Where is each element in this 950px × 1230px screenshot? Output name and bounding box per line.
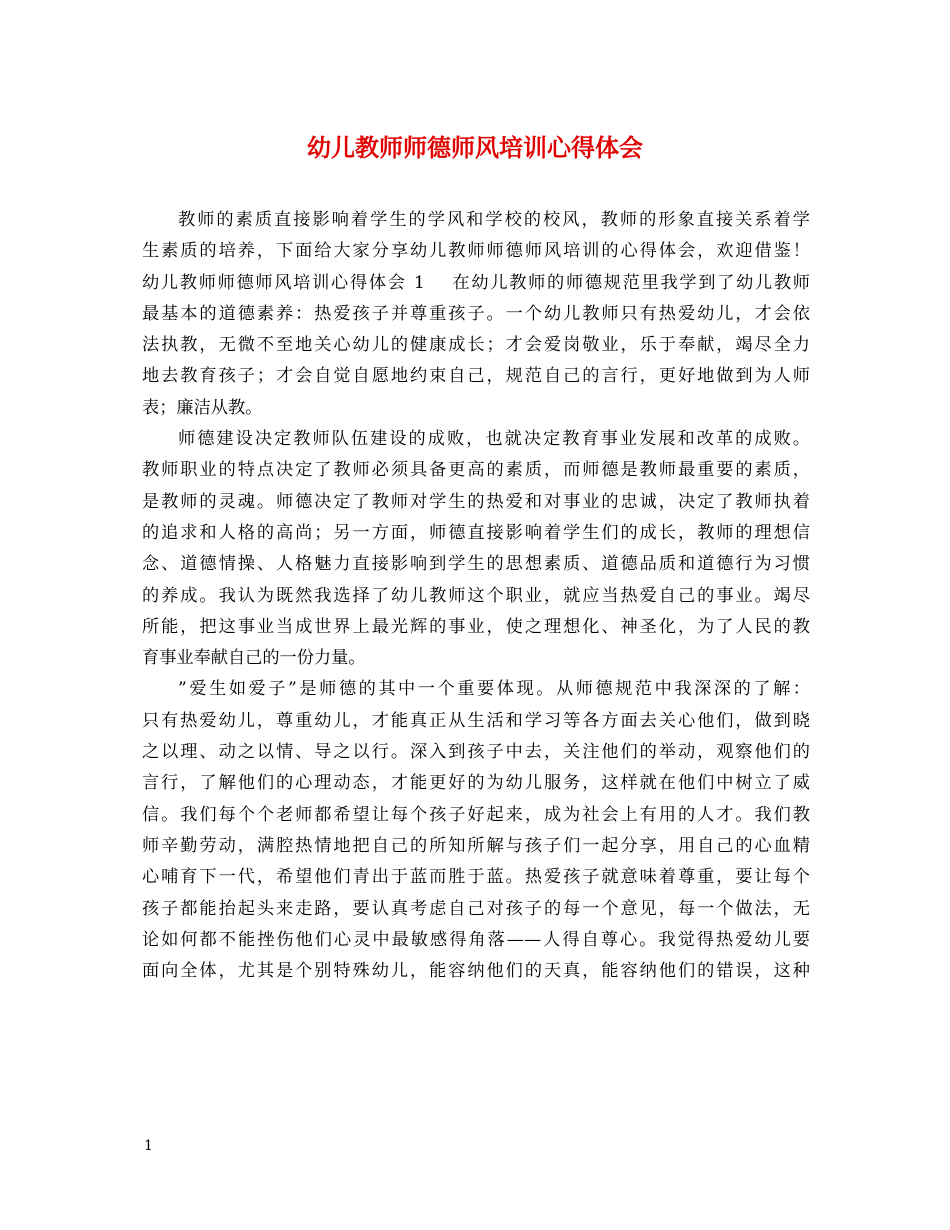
text-line: 生素质的培养，下面给大家分享幼儿教师师德师风培训的心得体会，欢迎借鉴！	[142, 241, 810, 262]
text-line: 论如何都不能挫伤他们心灵中最敏感得角落——人得自尊心。我觉得热爱幼儿要	[142, 929, 810, 950]
text-line: 教师的素质直接影响着学生的学风和学校的校风，教师的形象直接关系着学	[178, 210, 810, 230]
section-heading: 幼儿教师师德师风培训心得体会 1	[142, 272, 425, 293]
text-line	[142, 268, 810, 299]
page-number: 1	[144, 1138, 153, 1154]
text-line: 表；廉洁从教。	[142, 397, 263, 418]
text-line: 育事业奉献自己的一份力量。	[142, 648, 366, 669]
text-line: 是教师的灵魂。师德决定了教师对学生的热爱和对事业的忠诚，决定了教师执着	[142, 491, 810, 512]
text-line: 孩子都能抬起头来走路，要认真考虑自己对孩子的每一个意见，每一个做法，无	[142, 898, 810, 919]
text-line: 地去教育孩子；才会自觉自愿地约束自己，规范自己的言行，更好地做到为人师	[142, 366, 810, 387]
text-line-continuation: 在幼儿教师的师德规范里我学到了幼儿教师	[450, 272, 810, 293]
text-line: 念、道德情操、人格魅力直接影响到学生的思想素质、道德品质和道德行为习惯	[142, 554, 810, 575]
text-line: 教师职业的特点决定了教师必须具备更高的素质，而师德是教师最重要的素质，	[142, 460, 810, 481]
text-line: 信。我们每个个老师都希望让每个孩子好起来，成为社会上有用的人才。我们教	[142, 804, 810, 825]
text-line: 只有热爱幼儿，尊重幼儿，才能真正从生活和学习等各方面去关心他们，做到晓	[142, 710, 810, 731]
text-line: 之以理、动之以情、导之以行。深入到孩子中去，关注他们的举动，观察他们的	[142, 742, 810, 763]
text-line: ”爱生如爱子”是师德的其中一个重要体现。从师德规范中我深深的了解：	[178, 679, 810, 700]
text-line: 师辛勤劳动，满腔热情地把自己的所知所解与孩子们一起分享，用自己的心血精	[142, 835, 810, 856]
text-line: 面向全体，尤其是个别特殊幼儿，能容纳他们的天真，能容纳他们的错误，这种	[142, 961, 810, 982]
text-line: 的养成。我认为既然我选择了幼儿教师这个职业，就应当热爱自己的事业。竭尽	[142, 585, 810, 606]
text-line: 心哺育下一代，希望他们青出于蓝而胜于蓝。热爱孩子就意味着尊重，要让每个	[142, 867, 810, 888]
text-line: 师德建设决定教师队伍建设的成败，也就决定教育事业发展和改革的成败。	[178, 429, 810, 450]
text-line: 法执教，无微不至地关心幼儿的健康成长；才会爱岗敬业，乐于奉献，竭尽全力	[142, 335, 810, 356]
document-body	[142, 205, 810, 987]
text-line: 最基本的道德素养：热爱孩子并尊重孩子。一个幼儿教师只有热爱幼儿，才会依	[142, 303, 810, 324]
text-line: 所能，把这事业当成世界上最光辉的事业，使之理想化、神圣化，为了人民的教	[142, 616, 810, 637]
document-title: 幼儿教师师德师风培训心得体会	[307, 133, 643, 162]
text-line: 的追求和人格的高尚；另一方面，师德直接影响着学生们的成长，教师的理想信	[142, 522, 810, 543]
text-line: 言行，了解他们的心理动态，才能更好的为幼儿服务，这样就在他们中树立了威	[142, 773, 810, 794]
